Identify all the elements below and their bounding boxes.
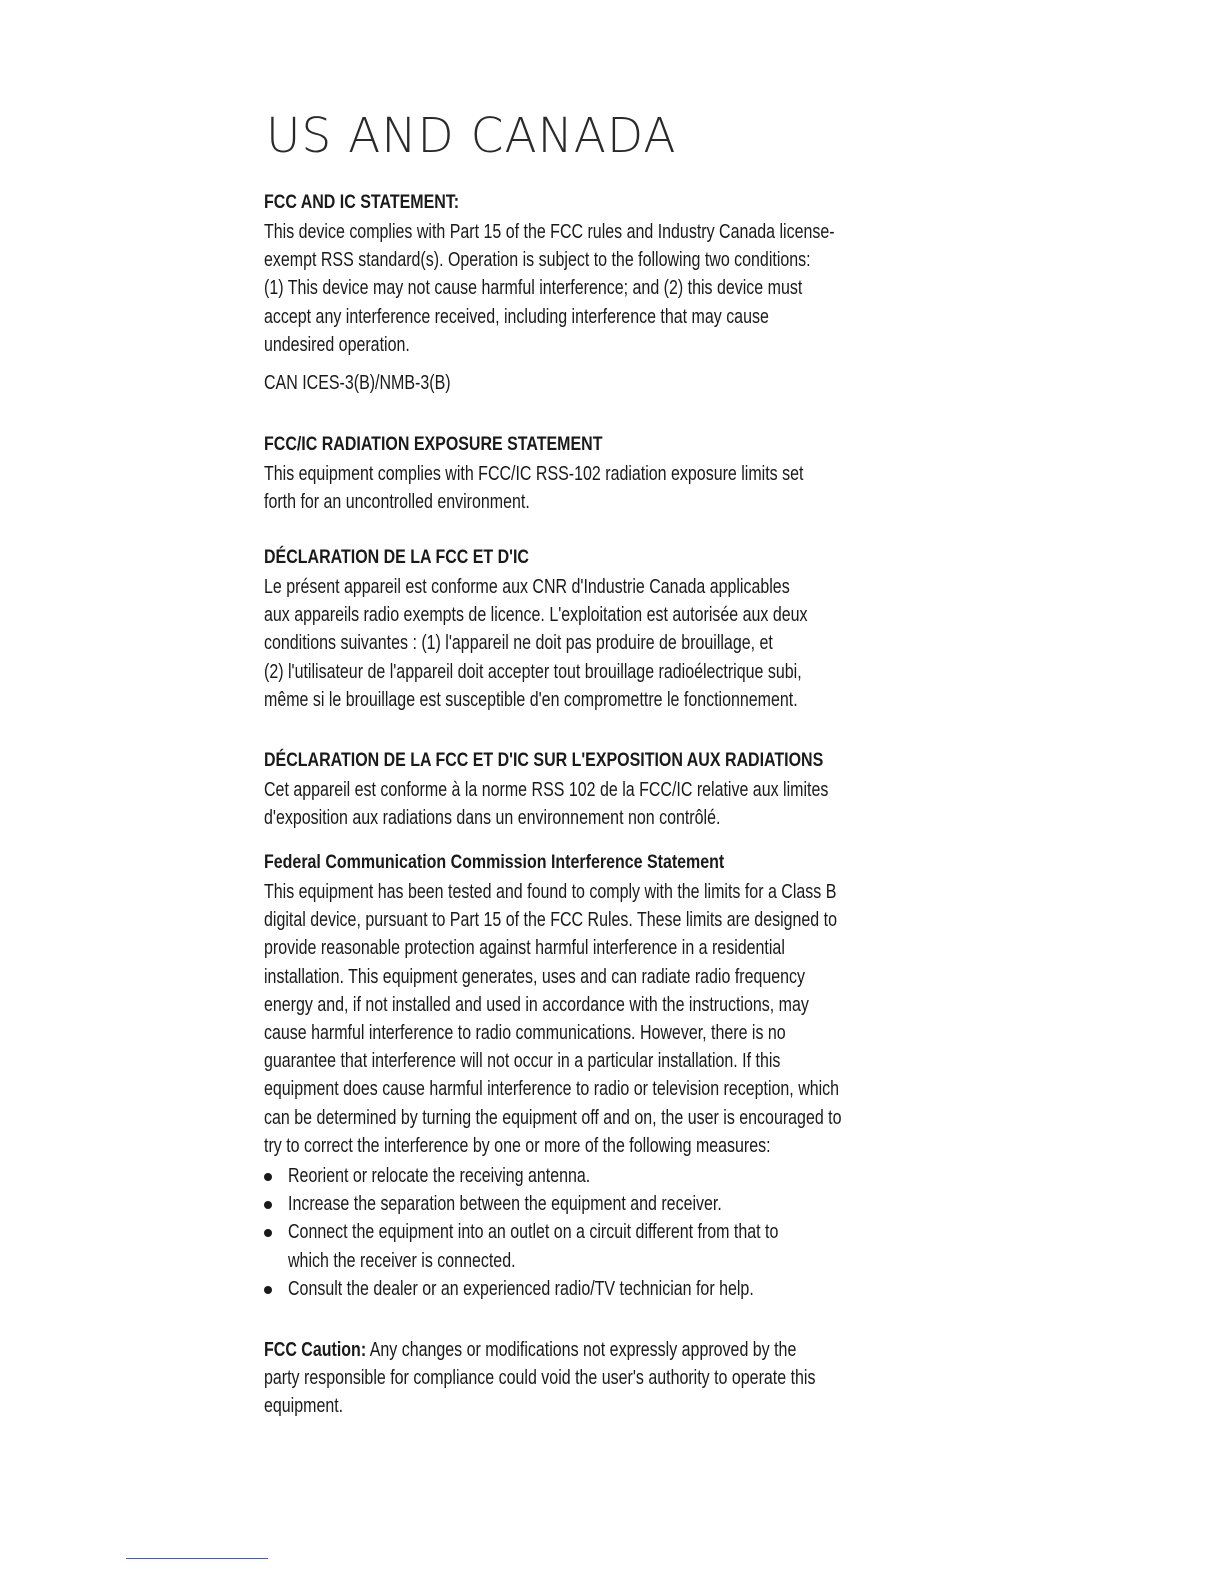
bullet-icon (264, 1173, 272, 1181)
section-heading: FCC/IC RADIATION EXPOSURE STATEMENT (264, 433, 603, 455)
paragraph-line: guarantee that interference will not occur in a particular installation. If this (264, 1049, 781, 1073)
footer-rule (126, 1558, 268, 1559)
paragraph-line: Le présent appareil est conforme aux CNR d'Industrie Canada applicables (264, 575, 790, 598)
paragraph-line: exempt RSS standard(s). Operation is subject to the following two conditions: (264, 248, 811, 272)
interference-section (264, 848, 954, 1303)
paragraph-line: try to correct the interference by one or more of the following measures: (264, 1133, 771, 1157)
section-heading: DÉCLARATION DE LA FCC ET D'IC (264, 546, 529, 568)
paragraph-line: can be determined by turning the equipment off and on, the user is encouraged to (264, 1105, 842, 1129)
paragraph-line: equipment. (264, 1394, 344, 1418)
bullet-icon (264, 1286, 272, 1294)
list-item (264, 1190, 954, 1218)
paragraph-line: digital device, pursuant to Part 15 of the FCC Rules. These limits are designed to (264, 908, 837, 932)
paragraph-line: Cet appareil est conforme à la norme RSS 102 de la FCC/IC relative aux limites (264, 778, 829, 801)
list-item-text: which the receiver is connected. (288, 1248, 516, 1272)
list-item (264, 1218, 954, 1274)
compliance-code: CAN ICES-3(B)/NMB-3(B) (264, 371, 451, 395)
paragraph-line: This device complies with Part 15 of the FCC rules and Industry Canada license- (264, 220, 835, 243)
list-item (264, 1275, 954, 1303)
declaration-section (264, 543, 954, 714)
paragraph-line (264, 1336, 802, 1364)
paragraph-line: (2) l'utilisateur de l'appareil doit accepter tout brouillage radioélectrique subi, (264, 659, 802, 683)
list-item-text: Increase the separation between the equipment and receiver. (288, 1192, 722, 1216)
measures-list (264, 1162, 954, 1303)
list-item-text: Reorient or relocate the receiving antenna. (288, 1164, 591, 1188)
paragraph-line: forth for an uncontrolled environment. (264, 490, 530, 514)
section-heading: DÉCLARATION DE LA FCC ET D'IC SUR L'EXPOSITION AUX RADIATIONS (264, 749, 824, 771)
list-item (264, 1162, 954, 1190)
paragraph-line: This equipment complies with FCC/IC RSS-102 radiation exposure limits set (264, 462, 804, 485)
paragraph-line: d'exposition aux radiations dans un environnement non contrôlé. (264, 806, 721, 830)
list-item-text: Consult the dealer or an experienced radio/TV technician for help. (288, 1276, 754, 1300)
bullet-icon (264, 1201, 272, 1209)
caution-label: FCC Caution: (264, 1338, 367, 1361)
declaration-radiation-section (264, 746, 954, 832)
radiation-section (264, 430, 954, 516)
paragraph-line: accept any interference received, including interference that may cause (264, 304, 769, 328)
paragraph-line: conditions suivantes : (1) l'appareil ne doit pas produire de brouillage, et (264, 631, 773, 655)
paragraph-line: aux appareils radio exempts de licence. L'exploitation est autorisée aux deux (264, 603, 808, 627)
paragraph-line: undesired operation. (264, 332, 410, 356)
caution-text: Any changes or modifications not expressly approved by the (366, 1338, 797, 1361)
paragraph-line: This equipment has been tested and found to comply with the limits for a Class B (264, 880, 837, 903)
paragraph-line: installation. This equipment generates, uses and can radiate radio frequency (264, 964, 806, 988)
paragraph-line: provide reasonable protection against harmful interference in a residential (264, 936, 785, 960)
fcc-ic-section (264, 188, 954, 397)
paragraph-line: même si le brouillage est susceptible d'en compromettre le fonctionnement. (264, 687, 798, 711)
section-heading: Federal Communication Commission Interference Statement (264, 851, 725, 873)
page-title: US AND CANADA (266, 108, 677, 164)
paragraph-line: party responsible for compliance could void the user's authority to operate this (264, 1366, 816, 1390)
list-item-text: Connect the equipment into an outlet on a circuit different from that to (288, 1220, 779, 1244)
paragraph-line: energy and, if not installed and used in accordance with the instructions, may (264, 992, 809, 1016)
caution-section (264, 1336, 954, 1421)
section-heading: FCC AND IC STATEMENT: (264, 191, 460, 213)
paragraph-line: equipment does cause harmful interference to radio or television reception, which (264, 1077, 840, 1101)
paragraph-line: cause harmful interference to radio communications. However, there is no (264, 1021, 786, 1045)
paragraph-line: (1) This device may not cause harmful interference; and (2) this device must (264, 276, 803, 300)
bullet-icon (264, 1229, 272, 1237)
